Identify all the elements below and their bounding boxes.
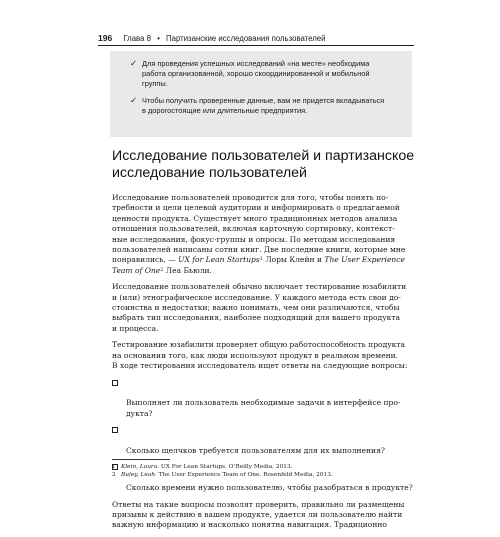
footnote-rule: [112, 459, 170, 460]
footnote: [112, 471, 428, 479]
question-text: Сколько щелчков требуется пользователям для их выполнения?: [126, 445, 385, 455]
body-text: [112, 193, 428, 537]
square-bullet-icon: [112, 380, 118, 386]
callout-item: [130, 96, 400, 116]
footnote-text: UX For Lean Startups. O’Reilly Media, 2013.: [159, 464, 293, 470]
question-item: [112, 425, 428, 456]
question-text: Сколько времени нужно пользователю, чтобы разобраться в продукте?: [126, 483, 413, 493]
footnote: [112, 463, 428, 471]
paragraph-usability: Тестирование юзабилити проверяет общую работоспособность продукта на основании того, как люди используют продукт в реальном времени. В ходе тестирования исследователь ищет ответы на следующие вопросы:: [112, 340, 408, 371]
section-title: Партизанские исследования пользователей: [166, 34, 326, 43]
paragraph-answers: Ответы на такие вопросы позволят проверить, правильно ли размещены призывы к действию в вашем продукте, удается ли пользователю найти важную информацию и насколько понятна навигация. Традиционно: [112, 499, 405, 530]
footnote-author: Klein, Laura.: [121, 464, 159, 470]
summary-callout: [110, 51, 412, 137]
square-bullet-icon: [112, 427, 118, 433]
book-title-1: UX for Lean Startups: [178, 255, 260, 265]
footnote-text: The User Experience Team of One. Rosenfeld Media, 2013.: [156, 472, 333, 478]
callout-item-text: Для проведения успешных исследований «на месте» необходима работа организованной, хорошо скоординированной и мобильной группы.: [142, 59, 370, 89]
page-number: 196: [98, 33, 113, 43]
callout-item: [130, 59, 400, 90]
checkmark-icon: ✓: [130, 94, 138, 105]
checkmark-icon: ✓: [130, 58, 138, 68]
paragraph-methods: Исследование пользователей обычно включает тестирование юзабилити и (или) этнографическое исследование. У каждого метода есть свои до- стоинства и недостатки; важно понимать, чем они различаются, чтобы выбрать тип исследования, наиболее подходящий для вашего продукта и процесса.: [112, 282, 407, 333]
running-header: [98, 33, 414, 46]
question-item: [112, 378, 428, 420]
footnote-number: 2: [112, 472, 116, 478]
chapter-label: Глава 8: [123, 34, 151, 43]
footnote-number: 1: [112, 464, 116, 470]
para1-mid: Лоры Клейн и: [262, 255, 325, 265]
footnotes: [112, 459, 428, 479]
callout-item-text: Чтобы получить проверенные данные, вам не придется вкладываться в дорогостоящие или длительные предприятия.: [142, 95, 385, 115]
para1-text: Исследование пользователей проводится для того, чтобы понять по- требности и цели целевой аудитории и информировать о предлагаемой ценности продукта. Существует много традиционных методов анализа отношения пользователей, включая карточную сортировку, контекст- ные исследования, фокус-группы и опросы. По методам исследования пользователей написаны сотни книг. Две последние книги, которые мне понравились, —: [112, 193, 406, 265]
section-heading: Исследование пользователей и партизанское исследование пользователей: [112, 148, 415, 181]
question-text: Выполняет ли пользователь необходимые задачи в интерфейсе про- дукта?: [126, 398, 401, 418]
footnote-ref-1: 1: [259, 256, 263, 263]
header-separator: •: [157, 34, 160, 43]
book-title-2: The User Experience Team of One: [112, 255, 405, 275]
para1-end: Леа Бьюли.: [163, 265, 212, 275]
footnote-author: Buley, Leah.: [121, 472, 157, 478]
footnote-ref-2: 2: [160, 266, 164, 273]
paragraph-intro: [112, 193, 428, 276]
